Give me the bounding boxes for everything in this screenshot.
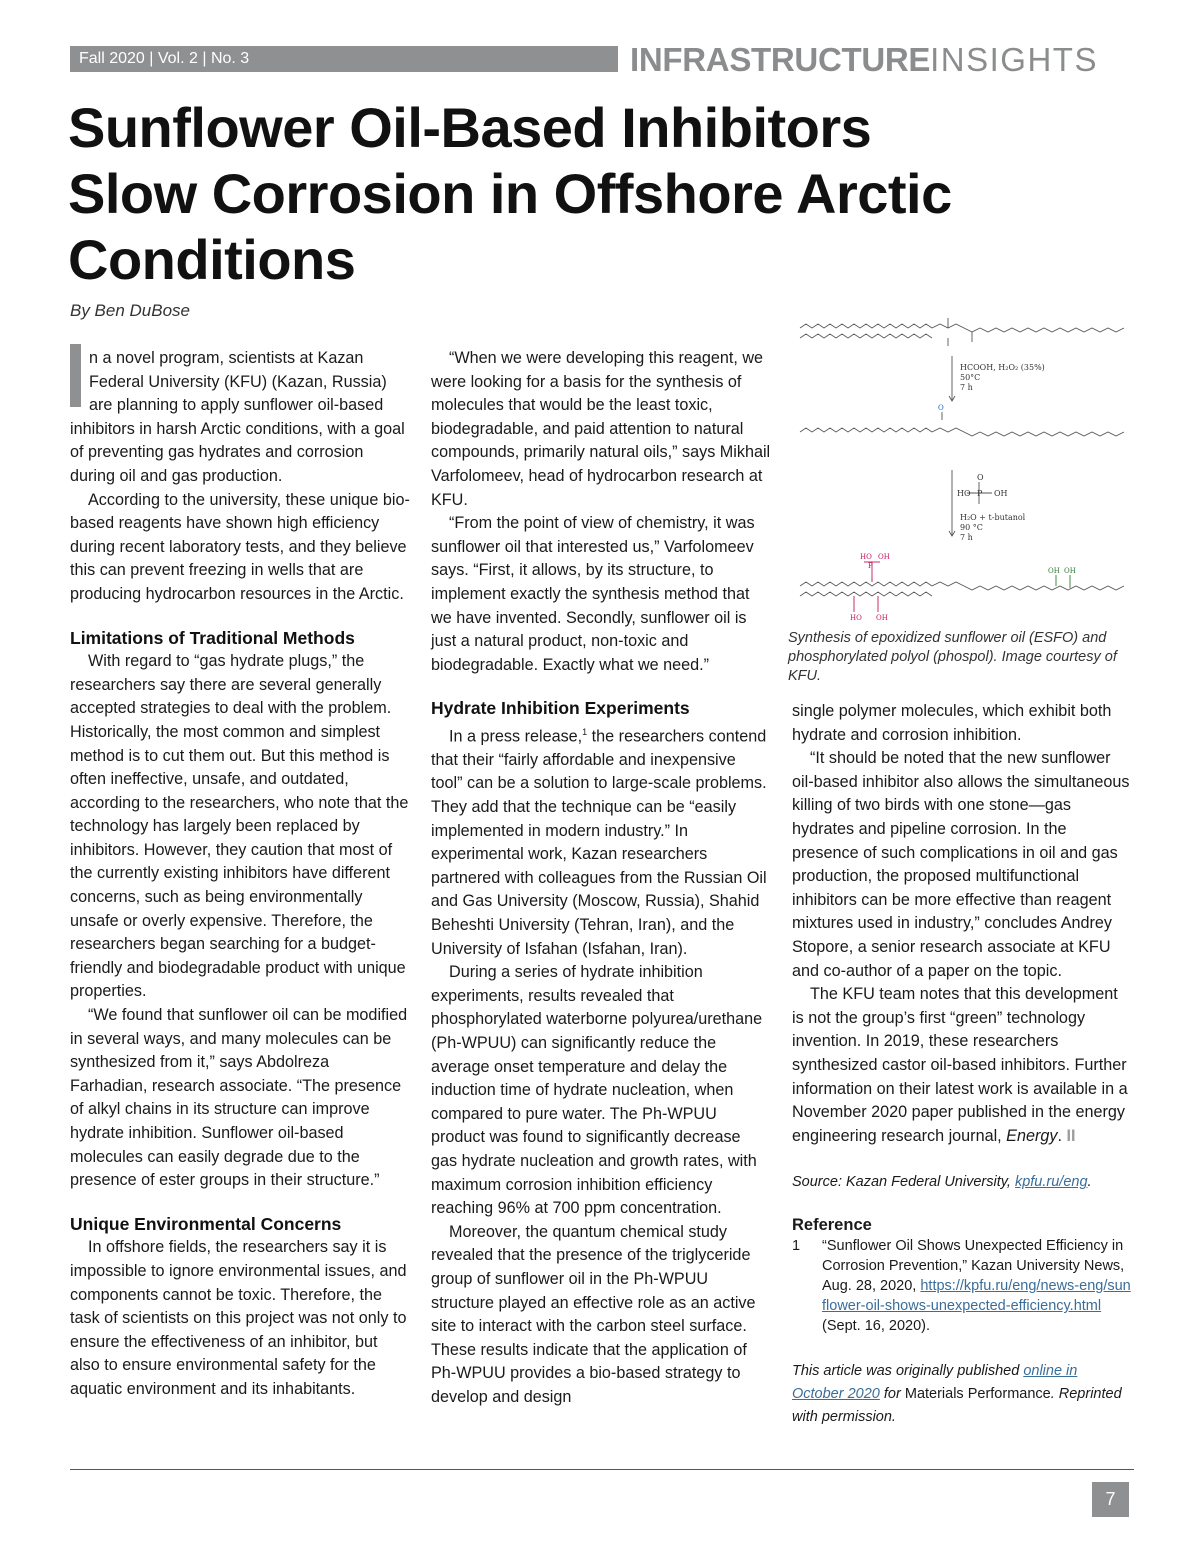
brand-part2: INSIGHTS [930,41,1098,78]
publication-note-text: This article was originally published [792,1363,1024,1380]
paragraph [431,721,771,961]
title-line-2: Slow Corrosion in Offshore Arctic [68,162,952,225]
paragraph: During a series of hydrate inhibition experiments, results revealed that phosphorylated waterborne polyurea/urethane (Ph-WPUU) can significantly reduce the average onset temperature and delay the induction time of hydrate nucleation, when compared to pure water. The Ph-WPUU product was found to significantly decrease gas hydrate nucleation and growth rates, with maximum corrosion inhibition efficiency reaching 96% at 700 ppm concentration. [431,963,763,1218]
footer-rule [70,1469,1134,1470]
publication-brand [630,38,1098,82]
source-line [792,1172,1132,1192]
atom-label: OH [1048,567,1060,575]
journal-name: Energy [1006,1126,1058,1145]
drop-cap-bar [70,344,81,407]
synthesis-figure [792,300,1132,628]
footnote-marker: 1 [582,726,588,737]
paragraph: In offshore fields, the researchers say it is impossible to ignore environmental issues, and components cannot be toxic. Therefore, the task of scientists on this project was not only to ensure the effectiveness of an inhibitor, but also to ensure environmental safety for the aquatic environment and its inhabitants. [70,1238,407,1398]
punctuation: . [1087,1174,1092,1191]
atom-label: OH [878,553,890,561]
molecule-chain [800,428,932,432]
end-of-article-mark: II [1066,1126,1076,1145]
molecule-chain [800,592,932,596]
molecule-chain [932,582,980,590]
molecule-chain [980,586,1124,590]
source-text: Source: Kazan Federal University, [792,1174,1015,1191]
reference-text: “Sunflower Oil Shows Unexpected Efficiency in Corrosion Prevention,” Kazan University News, Aug. 28, 2020, [822,1238,1125,1295]
paragraph: With regard to “gas hydrate plugs,” the researchers say there are several generally accepted strategies to deal with the problem. Historically, the most common and simplest method is to cut them out. But this method is often ineffective, unsafe, and outdated, according to the researchers, who note that the technology has largely been replaced by inhibitors. However, they caution that most of the currently existing inhibitors have different concerns, such as being environmentally unsafe or overly expensive. Therefore, the researchers began searching for a budget-friendly and biodegradable product with unique properties. [70,652,409,1001]
reaction-condition: 7 h [960,383,973,392]
molecule-chain [800,582,932,586]
lead-paragraph [70,347,410,489]
paragraph: “We found that sunflower oil can be modified in several ways, and many molecules can be synthesized from it,” says Abdolreza Farhadian, research associate. “The presence of alkyl chains in its structure can improve hydrate inhibition. Sunflower oil-based molecules can easily degrade due to the presence of ester groups in their structure.” [70,1006,408,1190]
punctuation: . [1057,1126,1062,1145]
byline: By Ben DuBose [70,301,191,320]
synthesis-scheme-diagram [792,300,1132,628]
molecule-chain [932,428,980,436]
atom-label: OH [876,614,888,622]
source-link[interactable]: kpfu.ru/eng [1014,1174,1088,1191]
paragraph: “From the point of view of chemistry, it was sunflower oil that interested us,” Varfolomeev says. “First, it allows, by its structure, to implement exactly the synthesis method that we have invented. Secondly, sunflower oil is just a natural product, non-toxic and biodegradable. Exactly what we need.” [431,514,755,674]
atom-label: O [977,473,984,482]
atom-label: OH [994,489,1008,498]
publication-note-text: . Reprinted with permission. [792,1386,1122,1426]
issue-label: Fall 2020 | Vol. 2 | No. 3 [79,50,250,67]
atom-label: P [868,562,873,570]
magazine-name: Materials Performance [904,1386,1051,1403]
publication-note-text: for [879,1386,905,1403]
reference-link[interactable]: https://kpfu.ru/eng/news-eng/sunflower-oil-shows-unexpected-efficiency.html [822,1278,1131,1315]
atom-label: HO [850,614,862,622]
molecule-chain [800,324,932,328]
paragraph: “It should be noted that the new sunflower oil-based inhibitor also allows the simultaneous killing of two birds with one stone—gas hydrates and pipeline corrosion. In the presence of such complications in oil and gas production, the proposed multifunctional inhibitors can be more effective than reagent mixtures used in industry,” concludes Andrey Stopore, a senior research associate at KFU and co-author of a paper on the topic. [792,749,1130,980]
reaction-condition: 7 h [960,533,973,542]
atom-label: P [977,489,983,498]
paragraph-text: the researchers contend that their “fairly affordable and inexpensive tool” can be a solution to large-scale problems. They add that the technique can be “easily implemented in modern industry.” In experimental work, Kazan researchers partnered with colleagues from the Russian Oil and Gas University (Moscow, Russia), Shahid Beheshti University (Tehran, Iran), and the University of Isfahan (Isfahan, Iran). [431,727,767,958]
title-line-1: Sunflower Oil-Based Inhibitors [68,96,872,159]
section-heading-environmental: Unique Environmental Concerns [70,1213,342,1234]
article-title [68,95,1078,293]
atom-label: HO [860,553,872,561]
reference-item [792,1236,1132,1336]
column-2 [431,347,771,1410]
paragraph-text: The KFU team notes that this development is not the group’s first “green” technology invention. In 2019, these researchers synthesized castor oil-based inhibitors. Further information on their latest work is available in a November 2020 paper published in the energy engineering research journal, [792,985,1128,1145]
atom-label: HO [957,489,971,498]
atom-label: O [938,404,944,412]
lead-paragraph-text: n a novel program, scientists at Kazan Federal University (KFU) (Kazan, Russia) are planning to apply sunflower oil-based inhibitors in harsh Arctic conditions, with a goal of preventing gas hydrates and corrosion during oil and gas production. [70,349,405,485]
brand-part1: INFRASTRUCTURE [630,41,931,78]
molecule-chain [932,324,980,332]
paragraph-text: In a press release, [449,727,583,746]
column-1 [70,347,410,1402]
reaction-condition: H₂O + t-butanol [960,513,1026,522]
molecule-chain [800,334,932,338]
reference-number: 1 [792,1238,801,1255]
atom-label: OH [1064,567,1076,575]
column-3 [792,700,1132,1429]
reaction-condition: 90 °C [960,523,983,532]
molecule-chain [980,432,1124,436]
paragraph: single polymer molecules, which exhibit both hydrate and corrosion inhibition. [792,702,1112,744]
publication-note [792,1360,1132,1429]
reference-heading: Reference [792,1216,872,1235]
molecule-chain [980,328,1124,332]
reaction-condition: HCOOH, H₂O₂ (35%) [960,363,1045,372]
paragraph: According to the university, these unique bio-based reagents have shown high efficiency during recent laboratory tests, and they believe this can prevent freezing in wells that are producing hydrocarbon resources in the Arctic. [70,490,410,603]
reaction-condition: 50°C [960,373,981,382]
reference-date: (Sept. 16, 2020). [822,1318,931,1335]
title-line-3: Conditions [68,228,356,291]
page-number: 7 [1092,1482,1129,1517]
publication-link[interactable]: online in October 2020 [792,1363,1078,1403]
figure-caption: Synthesis of epoxidized sunflower oil (ESFO) and phosphorylated polyol (phospol). Image courtesy of KFU. [788,630,1117,684]
paragraph: “When we were developing this reagent, we were looking for a basis for the synthesis of molecules that would be the least toxic, biodegradable, and paid attention to natural compounds, primarily natural oils,” says Mikhail Varfolomeev, head of hydrocarbon research at KFU. [431,349,771,509]
section-heading-limitations: Limitations of Traditional Methods [70,627,355,648]
paragraph [792,983,1132,1148]
paragraph: Moreover, the quantum chemical study revealed that the presence of the triglyceride group of sunflower oil in the Ph-WPUU structure played an effective role as an active site to interact with the carbon steel surface. These results indicate that the application of Ph-WPUU provides a bio-based strategy to develop and design [431,1222,756,1406]
section-heading-experiments: Hydrate Inhibition Experiments [431,698,690,719]
